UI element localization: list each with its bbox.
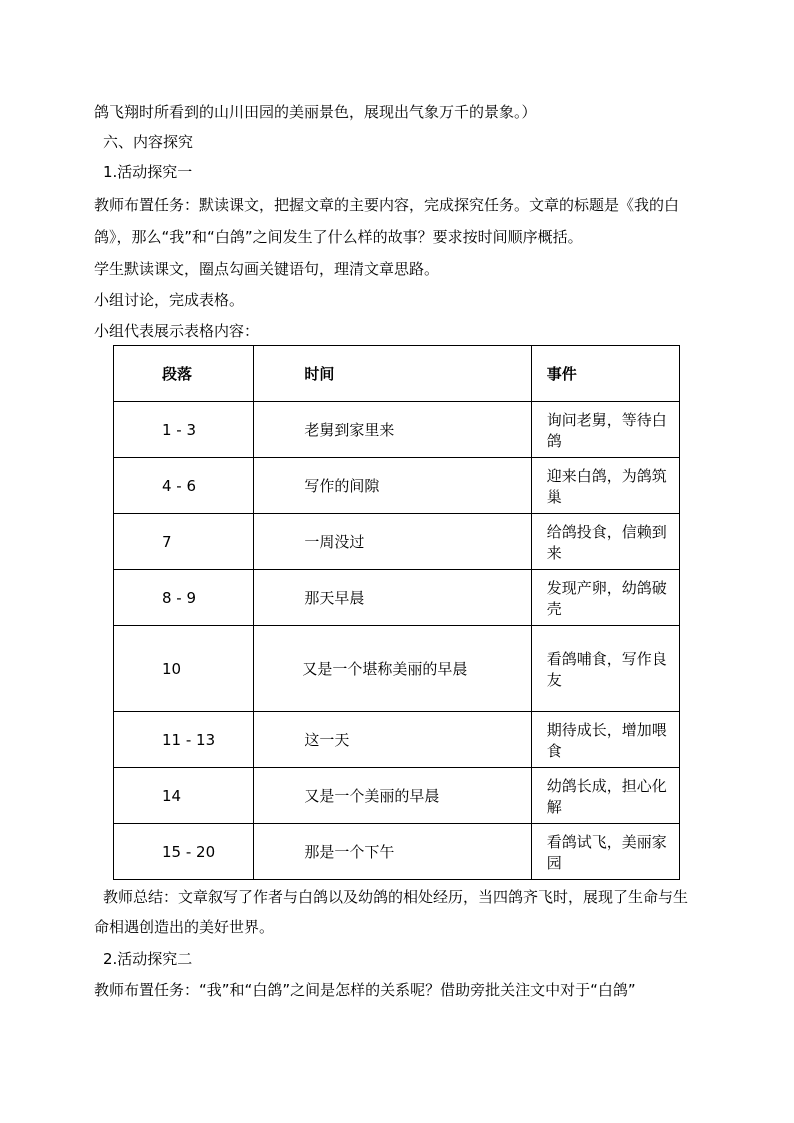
table-row bbox=[114, 402, 680, 458]
cell-paragraph: 1 - 3 bbox=[114, 402, 254, 458]
cell-time: 又是一个堪称美丽的早晨 bbox=[254, 626, 531, 712]
group-discussion-paragraph: 小组讨论，完成表格。 bbox=[94, 291, 245, 309]
cell-event: 看鸽试飞，美丽家园 bbox=[531, 824, 679, 880]
cell-paragraph: 14 bbox=[114, 768, 254, 824]
teacher-summary-line-2: 命相遇创造出的美好世界。 bbox=[94, 918, 275, 936]
cell-time: 又是一个美丽的早晨 bbox=[254, 768, 531, 824]
section-heading: 六、内容探究 bbox=[103, 133, 194, 151]
cell-paragraph: 7 bbox=[114, 514, 254, 570]
cell-event: 期待成长，增加喂食 bbox=[531, 712, 679, 768]
table-row bbox=[114, 514, 680, 570]
table-row bbox=[114, 570, 680, 626]
table-row bbox=[114, 712, 680, 768]
cell-paragraph: 8 - 9 bbox=[114, 570, 254, 626]
cell-time: 那天早晨 bbox=[254, 570, 531, 626]
cell-event: 给鸽投食，信赖到来 bbox=[531, 514, 679, 570]
cell-event: 迎来白鸽，为鸽筑巢 bbox=[531, 458, 679, 514]
task-two-paragraph: 教师布置任务：“我”和“白鸽”之间是怎样的关系呢？借助旁批关注文中对于“白鸽” bbox=[94, 981, 636, 999]
cell-time: 一周没过 bbox=[254, 514, 531, 570]
cell-event: 看鸽哺食，写作良友 bbox=[531, 626, 679, 712]
cell-event: 发现产卵，幼鸽破壳 bbox=[531, 570, 679, 626]
group-presentation-paragraph: 小组代表展示表格内容： bbox=[94, 322, 260, 340]
cell-time: 那是一个下午 bbox=[254, 824, 531, 880]
task-paragraph-line-1: 教师布置任务：默读课文，把握文章的主要内容，完成探究任务。文章的标题是《我的白 bbox=[94, 196, 680, 214]
cell-paragraph: 4 - 6 bbox=[114, 458, 254, 514]
teacher-summary-line-1: 教师总结：文章叙写了作者与白鸽以及幼鸽的相处经历，当四鸽齐飞时，展现了生命与生 bbox=[103, 888, 689, 906]
cell-event: 幼鸽长成，担心化解 bbox=[531, 768, 679, 824]
events-table bbox=[113, 345, 680, 880]
cell-paragraph: 11 - 13 bbox=[114, 712, 254, 768]
table-row bbox=[114, 626, 680, 712]
cell-paragraph: 15 - 20 bbox=[114, 824, 254, 880]
header-event: 事件 bbox=[531, 346, 679, 402]
task-paragraph-line-2: 鸽》，那么“我”和“白鸽”之间发生了什么样的故事？要求按时间顺序概括。 bbox=[94, 228, 583, 246]
cell-time: 老舅到家里来 bbox=[254, 402, 531, 458]
cell-time: 写作的间隙 bbox=[254, 458, 531, 514]
table-row bbox=[114, 768, 680, 824]
table-row bbox=[114, 824, 680, 880]
header-time: 时间 bbox=[254, 346, 531, 402]
cell-time: 这一天 bbox=[254, 712, 531, 768]
header-paragraph: 段落 bbox=[114, 346, 254, 402]
table-header-row bbox=[114, 346, 680, 402]
student-reading-paragraph: 学生默读课文，圈点勾画关键语句，理清文章思路。 bbox=[94, 260, 440, 278]
table-row bbox=[114, 458, 680, 514]
activity-two-heading: 2.活动探究二 bbox=[103, 950, 193, 968]
activity-one-heading: 1.活动探究一 bbox=[103, 163, 193, 181]
paragraph-intro-end: 鸽飞翔时所看到的山川田园的美丽景色，展现出气象万千的景象。） bbox=[94, 103, 537, 121]
cell-event: 询问老舅，等待白鸽 bbox=[531, 402, 679, 458]
cell-paragraph: 10 bbox=[114, 626, 254, 712]
